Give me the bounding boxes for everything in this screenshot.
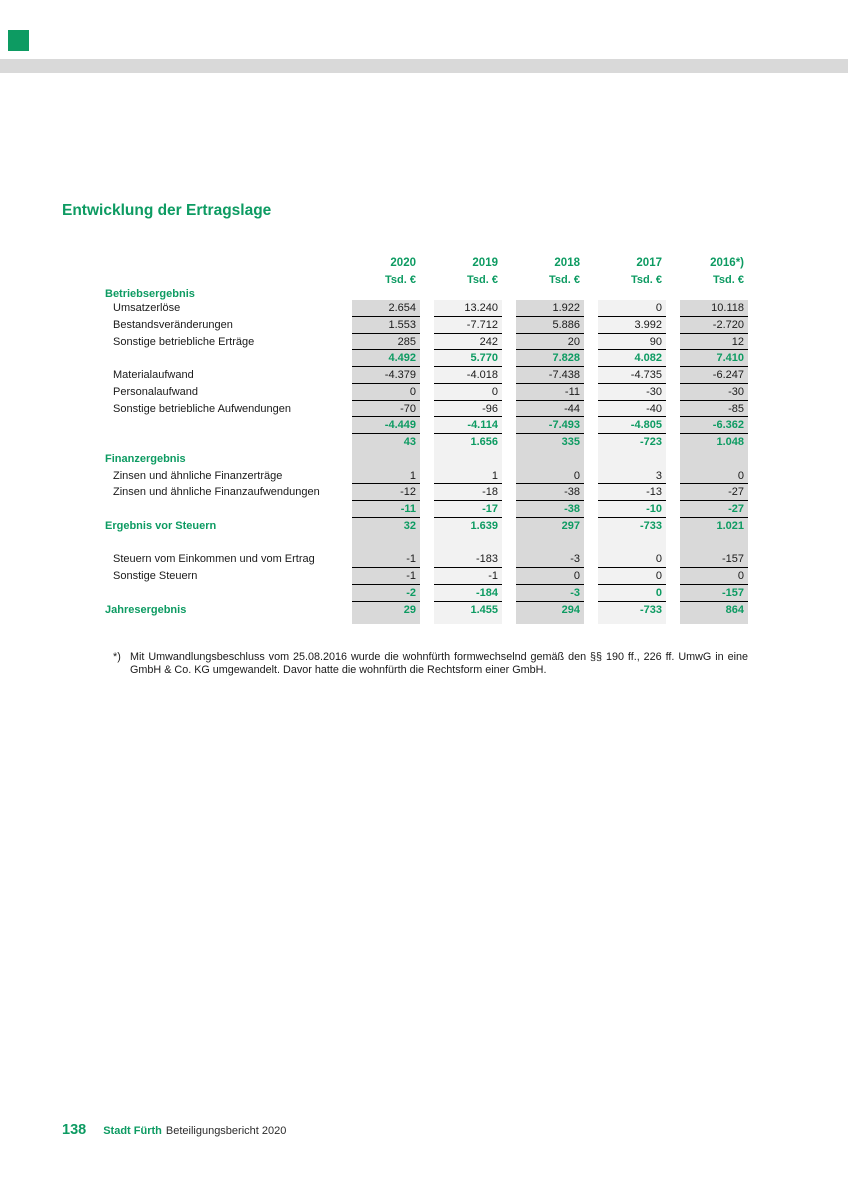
table-row	[105, 551, 748, 568]
band-tail-cell	[434, 618, 502, 624]
row-label	[105, 585, 338, 602]
value-cell: 285	[352, 334, 420, 351]
row-label: Zinsen und ähnliche Finanzaufwendungen	[113, 486, 320, 499]
row-label: Sonstige betriebliche Erträge	[113, 335, 255, 348]
value-cell	[680, 451, 748, 468]
value-cell: 242	[434, 334, 502, 351]
value-cell: 3	[598, 468, 666, 485]
value-cell: -1	[352, 568, 420, 585]
value-cell: -7.712	[434, 317, 502, 334]
value-cell: -733	[598, 518, 666, 535]
row-label: Materialaufwand	[113, 369, 194, 381]
table-row	[105, 334, 748, 351]
page-footer	[62, 1122, 286, 1138]
value-cell: 7.828	[516, 350, 584, 367]
year-header: 2019	[472, 257, 498, 269]
value-cell: -157	[680, 585, 748, 602]
value-cell: -44	[516, 401, 584, 418]
value-cell: 12	[680, 334, 748, 351]
value-cell: 4.082	[598, 350, 666, 367]
year-header: 2020	[390, 257, 416, 269]
unit-header: Tsd. €	[385, 274, 416, 286]
value-cell: 864	[680, 602, 748, 619]
value-cell: 1.455	[434, 602, 502, 619]
value-cell: 1	[352, 468, 420, 485]
value-cell	[680, 535, 748, 552]
value-cell: -18	[434, 484, 502, 501]
value-cell: 20	[516, 334, 584, 351]
value-cell: -4.449	[352, 417, 420, 434]
table-row	[105, 350, 748, 367]
value-cell: 0	[680, 468, 748, 485]
value-cell: -6.247	[680, 367, 748, 384]
value-cell: -96	[434, 401, 502, 418]
page-title: Entwicklung der Ertragslage	[62, 202, 272, 219]
income-statement-table	[105, 255, 748, 624]
header-spacer	[105, 618, 338, 624]
value-cell: -40	[598, 401, 666, 418]
row-label: Jahresergebnis	[105, 603, 187, 616]
value-cell: 3.992	[598, 317, 666, 334]
value-cell: 1.922	[516, 300, 584, 317]
year-header: 2017	[636, 257, 662, 269]
report-title: Beteiligungsbericht 2020	[165, 1125, 287, 1137]
header-spacer	[105, 255, 338, 272]
table-row	[105, 367, 748, 384]
value-cell: 0	[598, 551, 666, 568]
unit-header: Tsd. €	[631, 274, 662, 286]
value-cell: 1.048	[680, 434, 748, 451]
value-cell: 294	[516, 602, 584, 619]
row-label: Betriebsergebnis	[105, 288, 195, 300]
table-band-tail	[105, 618, 748, 624]
table-row	[105, 585, 748, 602]
header-spacer	[105, 272, 338, 288]
value-cell	[598, 451, 666, 468]
footnote-marker: *)	[113, 651, 121, 663]
row-label: Steuern vom Einkommen und vom Ertrag	[113, 553, 315, 566]
value-cell	[352, 288, 420, 300]
year-header-row	[105, 255, 748, 272]
value-cell: 32	[352, 518, 420, 535]
value-cell: 335	[516, 434, 584, 451]
table-row	[105, 434, 748, 451]
value-cell: -38	[516, 484, 584, 501]
value-cell	[352, 535, 420, 552]
table-row	[105, 568, 748, 585]
value-cell: 2.654	[352, 300, 420, 317]
value-cell: -157	[680, 551, 748, 568]
band-tail-cell	[516, 618, 584, 624]
value-cell: -12	[352, 484, 420, 501]
value-cell: -30	[680, 384, 748, 401]
unit-header: Tsd. €	[713, 274, 744, 286]
row-label: Ergebnis vor Steuern	[105, 519, 217, 532]
row-label	[105, 417, 338, 434]
value-cell: -4.805	[598, 417, 666, 434]
row-label	[105, 535, 338, 552]
table-row	[105, 300, 748, 317]
table-row	[105, 317, 748, 334]
band-tail-cell	[352, 618, 420, 624]
footnote	[113, 651, 748, 677]
band-tail-cell	[680, 618, 748, 624]
table-row	[105, 401, 748, 418]
row-label: Personalaufwand	[113, 385, 199, 398]
table-row	[105, 602, 748, 619]
value-cell: -30	[598, 384, 666, 401]
value-cell: 13.240	[434, 300, 502, 317]
value-cell: -85	[680, 401, 748, 418]
value-cell: 0	[516, 568, 584, 585]
value-cell: 0	[598, 300, 666, 317]
value-cell	[598, 288, 666, 300]
value-cell: -6.362	[680, 417, 748, 434]
table-row	[105, 288, 748, 300]
row-label: Finanzergebnis	[105, 452, 186, 465]
value-cell: 90	[598, 334, 666, 351]
value-cell	[434, 451, 502, 468]
value-cell: 1.021	[680, 518, 748, 535]
row-label	[105, 350, 338, 367]
value-cell	[434, 288, 502, 300]
value-cell: -1	[434, 568, 502, 585]
row-label: Sonstige betriebliche Aufwendungen	[113, 402, 291, 415]
value-cell	[434, 535, 502, 552]
table-row	[105, 468, 748, 485]
value-cell: 43	[352, 434, 420, 451]
row-label: Zinsen und ähnliche Finanzerträge	[113, 469, 283, 482]
value-cell: 10.118	[680, 300, 748, 317]
value-cell: 1.639	[434, 518, 502, 535]
row-label: Umsatzerlöse	[113, 302, 181, 314]
value-cell: -2.720	[680, 317, 748, 334]
value-cell: 0	[680, 568, 748, 585]
value-cell: -723	[598, 434, 666, 451]
table-row	[105, 451, 748, 468]
value-cell: 297	[516, 518, 584, 535]
table-row	[105, 417, 748, 434]
value-cell: 7.410	[680, 350, 748, 367]
unit-header: Tsd. €	[549, 274, 580, 286]
value-cell: -13	[598, 484, 666, 501]
value-cell	[516, 451, 584, 468]
value-cell	[598, 535, 666, 552]
value-cell: -11	[516, 384, 584, 401]
table-row	[105, 484, 748, 501]
value-cell: -183	[434, 551, 502, 568]
footnote-text: Mit Umwandlungsbeschluss vom 25.08.2016 wurde die wohnfürth formwechselnd gemäß den §§ 190 ff., 226 ff. UmwG in eine GmbH & Co. KG umgewandelt. Davor hatte die wohnfürth die Rechtsform einer GmbH.	[130, 651, 748, 677]
table-row	[105, 501, 748, 518]
row-label: Sonstige Steuern	[113, 570, 198, 582]
year-header: 2016*)	[710, 257, 744, 269]
value-cell: 5.886	[516, 317, 584, 334]
value-cell: -10	[598, 501, 666, 518]
value-cell	[680, 288, 748, 300]
value-cell: -70	[352, 401, 420, 418]
unit-header: Tsd. €	[467, 274, 498, 286]
table-row	[105, 518, 748, 535]
value-cell: -2	[352, 585, 420, 602]
value-cell: -7.438	[516, 367, 584, 384]
value-cell: -17	[434, 501, 502, 518]
top-divider-bar	[0, 59, 848, 73]
value-cell: 0	[516, 468, 584, 485]
value-cell: -38	[516, 501, 584, 518]
band-tail-cell	[598, 618, 666, 624]
row-label	[105, 501, 338, 518]
value-cell: -1	[352, 551, 420, 568]
table-row	[105, 535, 748, 552]
value-cell: -27	[680, 501, 748, 518]
value-cell: -27	[680, 484, 748, 501]
value-cell: -3	[516, 585, 584, 602]
value-cell: 1.656	[434, 434, 502, 451]
row-label	[105, 434, 338, 451]
value-cell: -11	[352, 501, 420, 518]
value-cell: -4.379	[352, 367, 420, 384]
value-cell: -3	[516, 551, 584, 568]
brand-green-square	[8, 30, 29, 51]
row-label: Bestandsveränderungen	[113, 318, 233, 331]
value-cell: -733	[598, 602, 666, 619]
value-cell	[352, 451, 420, 468]
year-header: 2018	[554, 257, 580, 269]
value-cell: 0	[598, 568, 666, 585]
value-cell: 0	[434, 384, 502, 401]
value-cell: -4.735	[598, 367, 666, 384]
value-cell: 29	[352, 602, 420, 619]
value-cell: 4.492	[352, 350, 420, 367]
value-cell: -7.493	[516, 417, 584, 434]
value-cell: 0	[352, 384, 420, 401]
unit-header-row	[105, 272, 748, 288]
publisher-name: Stadt Fürth	[103, 1125, 162, 1137]
value-cell: 1	[434, 468, 502, 485]
table-row	[105, 384, 748, 401]
value-cell: -4.114	[434, 417, 502, 434]
table-body	[105, 288, 748, 624]
value-cell: 0	[598, 585, 666, 602]
value-cell: -4.018	[434, 367, 502, 384]
value-cell	[516, 288, 584, 300]
value-cell	[516, 535, 584, 552]
value-cell: 1.553	[352, 317, 420, 334]
value-cell: -184	[434, 585, 502, 602]
page-number: 138	[62, 1122, 87, 1138]
value-cell: 5.770	[434, 350, 502, 367]
